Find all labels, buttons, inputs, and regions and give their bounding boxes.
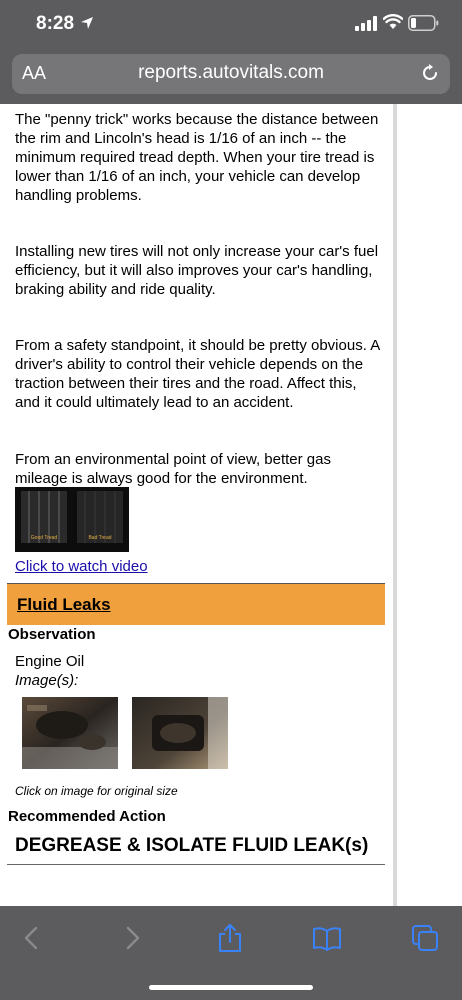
- paragraph: From a safety standpoint, it should be pretty obvious. A driver's ability to control their vehicle depends on the traction between their tires and the road. Affect this, and it could ultimately lead to an accident.: [15, 337, 380, 411]
- wifi-icon: [383, 14, 403, 30]
- images-label: Image(s):: [15, 672, 79, 689]
- cellular-signal-icon: [355, 16, 377, 31]
- status-time: 8:28: [36, 13, 75, 34]
- paragraph: The "penny trick" works because the distance between the rim and Lincoln's head is 1/16 of an inch -- the minimum required tread depth. When your tire tread is lower than 1/16 of an inch, your vehicle can develop handling problems.: [15, 111, 379, 204]
- browser-top-chrome: [0, 0, 462, 104]
- paragraph: Installing new tires will not only increase your car's fuel efficiency, but it will also improves your car's handling, braking ability and ride quality.: [15, 243, 379, 298]
- share-icon[interactable]: [215, 923, 245, 953]
- text-size-button[interactable]: AA: [22, 63, 47, 83]
- section-header: [7, 583, 385, 625]
- page-content: [0, 104, 393, 906]
- click-image-note: Click on image for original size: [15, 784, 178, 798]
- observation-item: Engine Oil: [15, 653, 85, 670]
- tabs-icon[interactable]: [410, 923, 440, 953]
- url-text[interactable]: reports.autovitals.com: [138, 62, 324, 83]
- inspection-image-thumbnail[interactable]: [22, 697, 118, 769]
- location-arrow-icon: [80, 16, 94, 30]
- bookmarks-icon[interactable]: [312, 923, 342, 953]
- page-gutter: [397, 104, 462, 906]
- thumb-label-bad: Bad Tread: [88, 535, 112, 541]
- reload-icon[interactable]: [420, 63, 440, 83]
- recommended-action: DEGREASE & ISOLATE FLUID LEAK(s): [15, 835, 369, 856]
- thumb-label-good: Good Tread: [30, 535, 58, 541]
- battery-icon: [408, 15, 439, 31]
- back-icon[interactable]: [17, 923, 47, 953]
- inspection-image-thumbnail[interactable]: [132, 697, 228, 769]
- engine-underside-image: [22, 697, 118, 769]
- recommended-action-label: Recommended Action: [8, 808, 166, 825]
- forward-icon[interactable]: [117, 923, 147, 953]
- divider: [7, 864, 385, 865]
- observation-label: Observation: [8, 626, 96, 643]
- video-thumbnail[interactable]: [15, 487, 129, 552]
- section-title: Fluid Leaks: [17, 595, 111, 614]
- home-indicator: [149, 985, 313, 990]
- paragraph: From an environmental point of view, better gas mileage is always good for the environment.: [15, 451, 331, 487]
- watch-video-link[interactable]: Click to watch video: [15, 558, 148, 575]
- oil-pan-image: [132, 697, 228, 769]
- url-bar[interactable]: [12, 54, 450, 94]
- tire-tread-image: [15, 487, 129, 552]
